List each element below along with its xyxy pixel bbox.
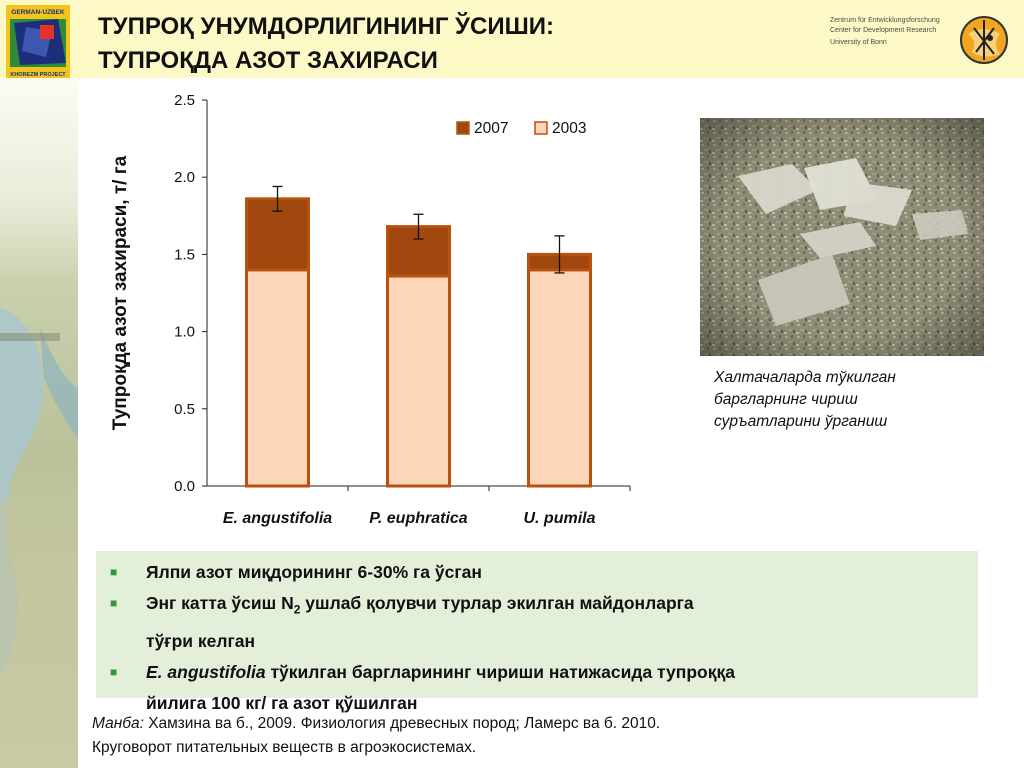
y-tick-label: 0.5 xyxy=(174,400,195,418)
x-category-label: P. euphratica xyxy=(369,510,468,527)
findings-box xyxy=(96,551,978,713)
finding-3-text-a: тўкилган баргларининг чириши натижасида тупроққа xyxy=(265,661,735,682)
finding-2-subscript: 2 xyxy=(293,602,301,617)
caption-line-1: Халтачаларда тўкилган xyxy=(714,369,896,386)
y-tick-label: 0.0 xyxy=(174,478,195,495)
finding-item-3 xyxy=(110,657,968,719)
zef-line-2: Center for Development Research xyxy=(830,27,937,34)
finding-3-text-b: йилига 100 кг/ га азот қўшилган xyxy=(146,692,418,713)
legend-swatch-2007 xyxy=(457,122,469,134)
y-axis-title: Тупроқда азот захираси, т/ га xyxy=(110,155,131,431)
zef-line-1: Zentrum für Entwicklungsforschung xyxy=(830,17,940,24)
bullet-square-icon: ■ xyxy=(110,596,118,610)
source-line-2: Круговорот питательных веществ в агроэкосистемах. xyxy=(92,739,477,756)
finding-item-2 xyxy=(110,588,968,657)
svg-text:GERMAN-UZBEK: GERMAN-UZBEK xyxy=(11,9,65,16)
source-label: Манба: xyxy=(92,715,144,732)
caption-line-2: баргларнинг чириш xyxy=(714,391,858,408)
finding-2-text-c: тўғри келган xyxy=(146,630,256,651)
caption-line-3: суръатларини ўрганиш xyxy=(714,413,888,430)
bar-2003 xyxy=(247,270,309,486)
finding-2-text-a: Энг катта ўсиш N xyxy=(146,593,294,613)
project-logo xyxy=(6,5,70,79)
bar-2003 xyxy=(388,276,450,486)
bullet-square-icon: ■ xyxy=(110,664,118,679)
zef-logo-text xyxy=(830,16,965,48)
title-line-1: ТУПРОҚ УНУМДОРЛИГИНИНГ ЎСИШИ: xyxy=(98,13,554,40)
x-category-label: U. pumila xyxy=(523,510,596,527)
x-category-label: E. angustifolia xyxy=(222,510,333,527)
zef-line-3: University of Bonn xyxy=(830,39,887,46)
page-title xyxy=(98,10,698,78)
finding-1-text: Ялпи азот миқдорининг 6-30% га ўсган xyxy=(146,562,482,582)
y-tick-label: 2.0 xyxy=(174,169,195,187)
finding-item-1 xyxy=(110,557,968,588)
litter-bags-photo xyxy=(700,118,984,356)
source-note xyxy=(92,712,992,760)
zef-globe-icon xyxy=(958,14,1010,66)
y-tick-label: 2.5 xyxy=(174,92,195,109)
legend-label-2007: 2007 xyxy=(474,120,509,137)
title-line-2: ТУПРОҚДА АЗОТ ЗАХИРАСИ xyxy=(98,47,438,74)
svg-text:KHOREZM PROJECT: KHOREZM PROJECT xyxy=(10,72,66,78)
y-tick-label: 1.5 xyxy=(174,246,195,264)
source-line-1: Хамзина ва б., 2009. Физиология древесных пород; Ламерс ва б. 2010. xyxy=(143,715,661,732)
bullet-square-icon: ■ xyxy=(110,565,118,579)
finding-2-text-b: ушлаб қолувчи турлар экилган майдонларга xyxy=(300,593,694,613)
legend-swatch-2003 xyxy=(535,122,547,134)
y-tick-label: 1.0 xyxy=(174,323,195,341)
landscape-strip-image xyxy=(0,78,78,768)
legend-label-2003: 2003 xyxy=(552,120,587,137)
bar-2003 xyxy=(529,270,591,486)
nitrogen-stock-chart xyxy=(100,88,650,538)
finding-3-species: E. angustifolia xyxy=(146,661,266,682)
photo-caption xyxy=(714,367,994,433)
